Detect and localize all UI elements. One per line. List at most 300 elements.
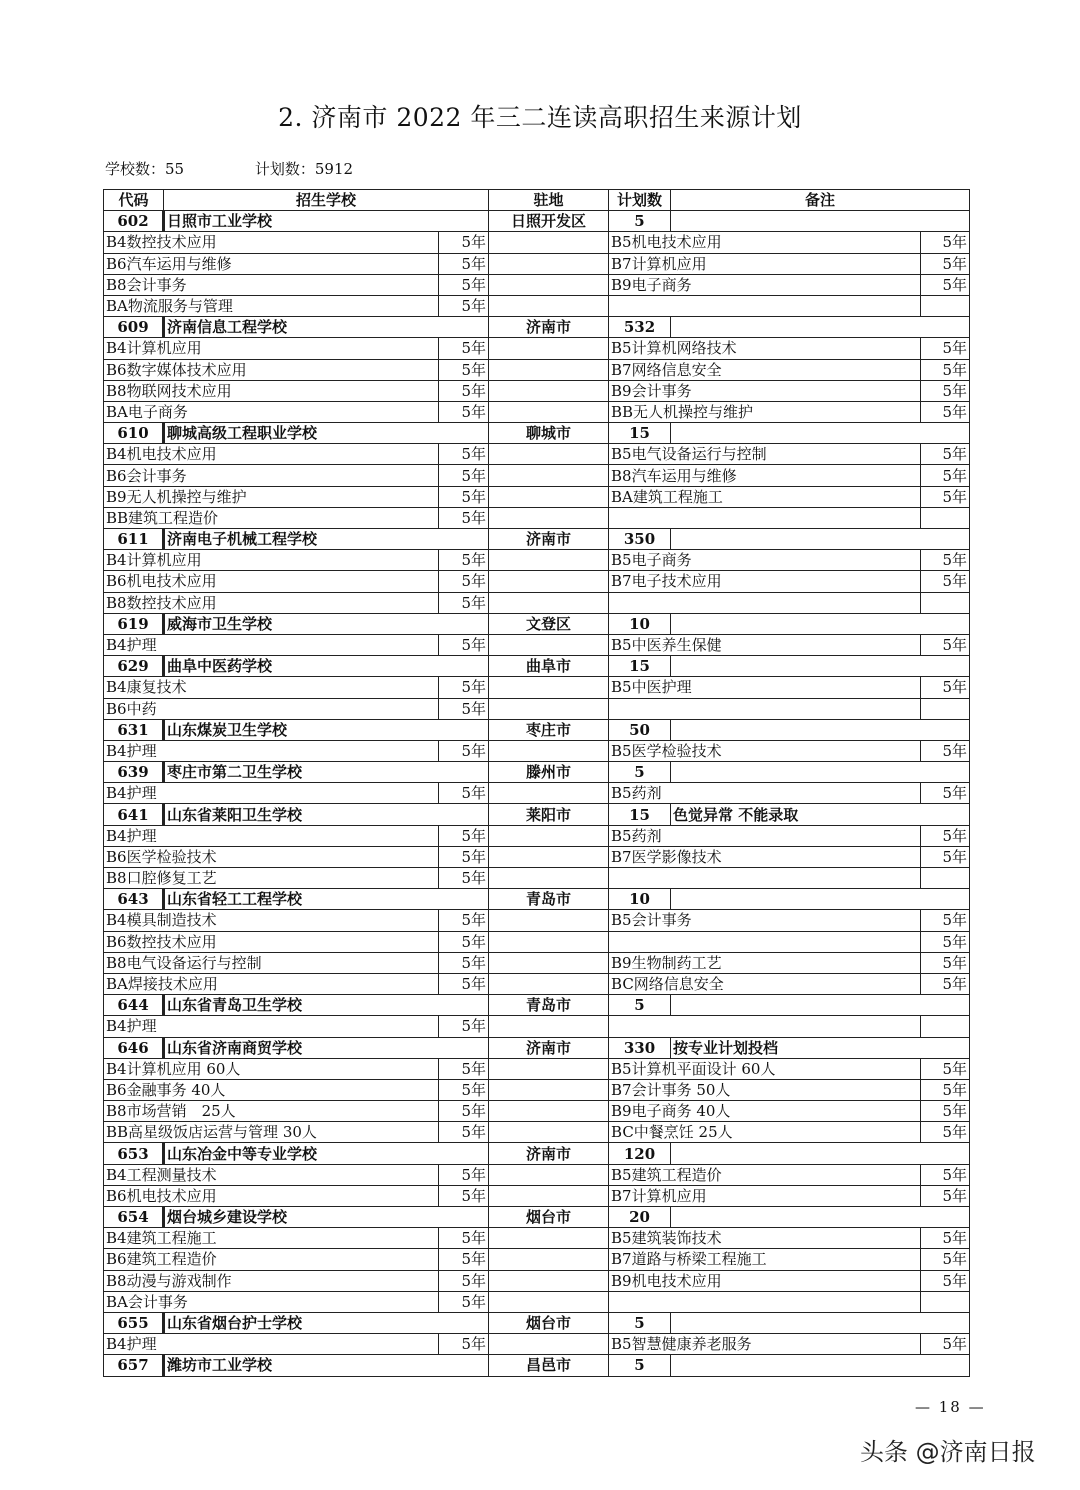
location-empty xyxy=(489,295,609,316)
school-location: 枣庄市 xyxy=(489,719,609,740)
major-duration: 5年 xyxy=(439,274,489,295)
school-code: 619 xyxy=(104,613,164,634)
location-empty xyxy=(489,507,609,528)
school-code: 639 xyxy=(104,762,164,783)
major-name: B6医学检验技术 xyxy=(104,846,439,867)
major-duration: 5年 xyxy=(439,1291,489,1312)
school-location: 莱阳市 xyxy=(489,804,609,825)
location-empty xyxy=(489,825,609,846)
watermark: 头条 @济南日报 xyxy=(860,1438,1036,1466)
major-name: B6数字媒体技术应用 xyxy=(104,359,439,380)
major-name: B6数控技术应用 xyxy=(104,931,439,952)
major-duration: 5年 xyxy=(439,571,489,592)
location-empty xyxy=(489,973,609,994)
major-row xyxy=(104,931,970,952)
major-name: B5会计事务 xyxy=(609,910,921,931)
major-row xyxy=(104,952,970,973)
major-name: B5计算机网络技术 xyxy=(609,338,921,359)
major-duration: 5年 xyxy=(921,634,970,655)
school-row xyxy=(104,1037,970,1058)
major-name: B9会计事务 xyxy=(609,380,921,401)
major-duration: 5年 xyxy=(439,1249,489,1270)
major-name: B8会计事务 xyxy=(104,274,439,295)
major-row xyxy=(104,846,970,867)
summary-line xyxy=(105,158,353,179)
major-duration: 5年 xyxy=(439,507,489,528)
school-plan-count: 330 xyxy=(609,1037,671,1058)
school-plan-count: 15 xyxy=(609,423,671,444)
major-duration xyxy=(921,592,970,613)
location-empty xyxy=(489,952,609,973)
major-duration: 5年 xyxy=(439,359,489,380)
major-name: B4计算机应用 60人 xyxy=(104,1058,439,1079)
major-duration: 5年 xyxy=(921,1101,970,1122)
school-name: 日照市工业学校 xyxy=(164,211,489,232)
school-row xyxy=(104,719,970,740)
major-duration: 5年 xyxy=(439,465,489,486)
major-duration: 5年 xyxy=(921,846,970,867)
major-duration: 5年 xyxy=(921,1249,970,1270)
location-empty xyxy=(489,359,609,380)
major-row xyxy=(104,571,970,592)
major-name: B9电子商务 40人 xyxy=(609,1101,921,1122)
major-name xyxy=(609,592,921,613)
school-row xyxy=(104,889,970,910)
school-note xyxy=(671,423,970,444)
major-name: B5智慧健康养老服务 xyxy=(609,1334,921,1355)
major-duration: 5年 xyxy=(439,486,489,507)
major-row xyxy=(104,253,970,274)
major-name: B4护理 xyxy=(104,1016,439,1037)
major-duration xyxy=(921,295,970,316)
school-note: 按专业计划投档 xyxy=(671,1037,970,1058)
location-empty xyxy=(489,846,609,867)
major-name: B8口腔修复工艺 xyxy=(104,868,439,889)
major-row xyxy=(104,634,970,655)
major-name xyxy=(609,1016,921,1037)
school-location: 青岛市 xyxy=(489,995,609,1016)
school-plan-count: 10 xyxy=(609,613,671,634)
major-duration: 5年 xyxy=(921,910,970,931)
school-location: 滕州市 xyxy=(489,762,609,783)
major-duration: 5年 xyxy=(921,232,970,253)
major-duration: 5年 xyxy=(921,550,970,571)
school-code: 631 xyxy=(104,719,164,740)
major-duration: 5年 xyxy=(439,338,489,359)
major-duration xyxy=(921,507,970,528)
major-row xyxy=(104,401,970,422)
major-row xyxy=(104,1164,970,1185)
major-duration: 5年 xyxy=(921,338,970,359)
school-row xyxy=(104,804,970,825)
major-duration: 5年 xyxy=(439,1122,489,1143)
major-duration: 5年 xyxy=(439,825,489,846)
major-name: B9电子商务 xyxy=(609,274,921,295)
major-name: B7计算机应用 xyxy=(609,253,921,274)
enrollment-plan-table xyxy=(103,189,970,1377)
major-duration: 5年 xyxy=(439,1016,489,1037)
major-duration: 5年 xyxy=(439,740,489,761)
school-code: 643 xyxy=(104,889,164,910)
major-row xyxy=(104,1122,970,1143)
location-empty xyxy=(489,486,609,507)
location-empty xyxy=(489,274,609,295)
school-row xyxy=(104,211,970,232)
school-row xyxy=(104,423,970,444)
school-count: 学校数：55 xyxy=(105,160,185,178)
school-location: 日照开发区 xyxy=(489,211,609,232)
major-name: B8汽车运用与维修 xyxy=(609,465,921,486)
major-duration: 5年 xyxy=(921,486,970,507)
major-duration: 5年 xyxy=(921,465,970,486)
location-empty xyxy=(489,1079,609,1100)
major-row xyxy=(104,232,970,253)
major-row xyxy=(104,486,970,507)
school-row xyxy=(104,1207,970,1228)
major-name: B6会计事务 xyxy=(104,465,439,486)
major-name: BA焊接技术应用 xyxy=(104,973,439,994)
major-row xyxy=(104,274,970,295)
major-row xyxy=(104,740,970,761)
major-duration: 5年 xyxy=(921,274,970,295)
major-row xyxy=(104,1016,970,1037)
location-empty xyxy=(489,444,609,465)
school-row xyxy=(104,613,970,634)
major-row xyxy=(104,359,970,380)
major-duration: 5年 xyxy=(439,1334,489,1355)
school-note xyxy=(671,889,970,910)
major-row xyxy=(104,1058,970,1079)
major-name: BB无人机操控与维护 xyxy=(609,401,921,422)
school-plan-count: 10 xyxy=(609,889,671,910)
school-code: 657 xyxy=(104,1355,164,1376)
school-name: 山东省烟台护士学校 xyxy=(164,1312,489,1333)
major-duration: 5年 xyxy=(921,1270,970,1291)
major-name: B6建筑工程造价 xyxy=(104,1249,439,1270)
school-note: 色觉异常 不能录取 xyxy=(671,804,970,825)
major-name xyxy=(609,1291,921,1312)
major-name: B6金融事务 40人 xyxy=(104,1079,439,1100)
major-name xyxy=(609,931,921,952)
major-duration: 5年 xyxy=(921,380,970,401)
location-empty xyxy=(489,740,609,761)
major-name: B5建筑装饰技术 xyxy=(609,1228,921,1249)
school-name: 烟台城乡建设学校 xyxy=(164,1207,489,1228)
school-name: 济南信息工程学校 xyxy=(164,317,489,338)
major-name: B4建筑工程施工 xyxy=(104,1228,439,1249)
major-name: B4模具制造技术 xyxy=(104,910,439,931)
major-duration: 5年 xyxy=(439,634,489,655)
header-school: 招生学校 xyxy=(164,190,489,211)
location-empty xyxy=(489,401,609,422)
major-duration: 5年 xyxy=(439,698,489,719)
location-empty xyxy=(489,783,609,804)
location-empty xyxy=(489,698,609,719)
school-code: 655 xyxy=(104,1312,164,1333)
school-note xyxy=(671,613,970,634)
location-empty xyxy=(489,1101,609,1122)
major-name: B8市场营销 25人 xyxy=(104,1101,439,1122)
major-duration: 5年 xyxy=(439,952,489,973)
major-name: B4数控技术应用 xyxy=(104,232,439,253)
major-duration: 5年 xyxy=(921,825,970,846)
school-note xyxy=(671,656,970,677)
major-duration: 5年 xyxy=(439,1270,489,1291)
major-duration: 5年 xyxy=(439,910,489,931)
major-name xyxy=(609,295,921,316)
school-code: 653 xyxy=(104,1143,164,1164)
major-name: BA建筑工程施工 xyxy=(609,486,921,507)
major-duration xyxy=(921,868,970,889)
school-row xyxy=(104,762,970,783)
school-code: 611 xyxy=(104,529,164,550)
major-name: B5建筑工程造价 xyxy=(609,1164,921,1185)
major-name: B4护理 xyxy=(104,783,439,804)
location-empty xyxy=(489,677,609,698)
major-duration: 5年 xyxy=(439,1058,489,1079)
major-row xyxy=(104,1249,970,1270)
location-empty xyxy=(489,1122,609,1143)
major-duration: 5年 xyxy=(921,740,970,761)
school-plan-count: 120 xyxy=(609,1143,671,1164)
school-note xyxy=(671,1355,970,1376)
school-code: 644 xyxy=(104,995,164,1016)
major-duration: 5年 xyxy=(921,1334,970,1355)
header-count: 计划数 xyxy=(609,190,671,211)
major-row xyxy=(104,380,970,401)
major-name: B4计算机应用 xyxy=(104,338,439,359)
major-name: B4护理 xyxy=(104,825,439,846)
major-name xyxy=(609,868,921,889)
page-number: — 18 — xyxy=(915,1398,986,1416)
major-name: BA电子商务 xyxy=(104,401,439,422)
school-note xyxy=(671,719,970,740)
location-empty xyxy=(489,634,609,655)
school-code: 646 xyxy=(104,1037,164,1058)
location-empty xyxy=(489,1164,609,1185)
major-duration: 5年 xyxy=(921,1164,970,1185)
location-empty xyxy=(489,338,609,359)
school-code: 609 xyxy=(104,317,164,338)
location-empty xyxy=(489,868,609,889)
school-note xyxy=(671,529,970,550)
major-name: B8电气设备运行与控制 xyxy=(104,952,439,973)
major-duration: 5年 xyxy=(439,1079,489,1100)
major-duration: 5年 xyxy=(921,253,970,274)
location-empty xyxy=(489,1228,609,1249)
major-duration: 5年 xyxy=(921,677,970,698)
school-location: 济南市 xyxy=(489,317,609,338)
major-duration: 5年 xyxy=(921,952,970,973)
location-empty xyxy=(489,571,609,592)
school-code: 602 xyxy=(104,211,164,232)
school-location: 烟台市 xyxy=(489,1207,609,1228)
school-name: 山东省轻工工程学校 xyxy=(164,889,489,910)
school-plan-count: 5 xyxy=(609,762,671,783)
major-name: B8物联网技术应用 xyxy=(104,380,439,401)
school-location: 济南市 xyxy=(489,529,609,550)
school-name: 济南电子机械工程学校 xyxy=(164,529,489,550)
major-row xyxy=(104,507,970,528)
major-name: B4护理 xyxy=(104,1334,439,1355)
major-duration: 5年 xyxy=(439,868,489,889)
school-plan-count: 532 xyxy=(609,317,671,338)
school-location: 济南市 xyxy=(489,1037,609,1058)
school-plan-count: 50 xyxy=(609,719,671,740)
major-duration: 5年 xyxy=(439,783,489,804)
major-duration: 5年 xyxy=(439,592,489,613)
major-row xyxy=(104,910,970,931)
major-name: B4护理 xyxy=(104,634,439,655)
school-code: 641 xyxy=(104,804,164,825)
location-empty xyxy=(489,1185,609,1206)
school-name: 山东煤炭卫生学校 xyxy=(164,719,489,740)
major-name: B5电气设备运行与控制 xyxy=(609,444,921,465)
major-row xyxy=(104,1101,970,1122)
major-name: BB高星级饭店运营与管理 30人 xyxy=(104,1122,439,1143)
major-name: BA物流服务与管理 xyxy=(104,295,439,316)
school-code: 610 xyxy=(104,423,164,444)
major-duration: 5年 xyxy=(921,359,970,380)
major-name: B5中医养生保健 xyxy=(609,634,921,655)
major-row xyxy=(104,1291,970,1312)
major-duration: 5年 xyxy=(439,677,489,698)
major-row xyxy=(104,973,970,994)
major-duration: 5年 xyxy=(921,783,970,804)
major-name: B5机电技术应用 xyxy=(609,232,921,253)
school-row xyxy=(104,1355,970,1376)
major-duration xyxy=(921,1016,970,1037)
school-row xyxy=(104,1312,970,1333)
major-row xyxy=(104,1185,970,1206)
school-note xyxy=(671,211,970,232)
school-code: 654 xyxy=(104,1207,164,1228)
major-row xyxy=(104,1228,970,1249)
school-note xyxy=(671,1207,970,1228)
location-empty xyxy=(489,1058,609,1079)
major-name: B9生物制药工艺 xyxy=(609,952,921,973)
major-duration: 5年 xyxy=(439,1228,489,1249)
school-name: 山东省莱阳卫生学校 xyxy=(164,804,489,825)
school-plan-count: 5 xyxy=(609,1355,671,1376)
location-empty xyxy=(489,1291,609,1312)
school-note xyxy=(671,1312,970,1333)
school-name: 山东省青岛卫生学校 xyxy=(164,995,489,1016)
school-note xyxy=(671,995,970,1016)
major-name xyxy=(609,507,921,528)
major-name: BC中餐烹饪 25人 xyxy=(609,1122,921,1143)
school-plan-count: 5 xyxy=(609,211,671,232)
major-duration xyxy=(921,1291,970,1312)
header-location: 驻地 xyxy=(489,190,609,211)
major-name: B6汽车运用与维修 xyxy=(104,253,439,274)
major-name: B9机电技术应用 xyxy=(609,1270,921,1291)
major-row xyxy=(104,338,970,359)
school-plan-count: 15 xyxy=(609,804,671,825)
major-duration: 5年 xyxy=(439,380,489,401)
major-duration: 5年 xyxy=(921,1058,970,1079)
school-location: 济南市 xyxy=(489,1143,609,1164)
school-row xyxy=(104,656,970,677)
major-duration: 5年 xyxy=(439,550,489,571)
major-name: B5医学检验技术 xyxy=(609,740,921,761)
major-duration: 5年 xyxy=(439,1185,489,1206)
school-name: 山东冶金中等专业学校 xyxy=(164,1143,489,1164)
major-row xyxy=(104,465,970,486)
major-name: B7医学影像技术 xyxy=(609,846,921,867)
table-header-row xyxy=(104,190,970,211)
major-duration: 5年 xyxy=(439,232,489,253)
school-name: 曲阜中医药学校 xyxy=(164,656,489,677)
location-empty xyxy=(489,465,609,486)
major-name: B7计算机应用 xyxy=(609,1185,921,1206)
major-duration: 5年 xyxy=(921,401,970,422)
location-empty xyxy=(489,592,609,613)
major-row xyxy=(104,444,970,465)
major-name: B4机电技术应用 xyxy=(104,444,439,465)
major-duration: 5年 xyxy=(921,1122,970,1143)
location-empty xyxy=(489,931,609,952)
major-duration: 5年 xyxy=(439,1101,489,1122)
major-name: B6机电技术应用 xyxy=(104,1185,439,1206)
major-duration xyxy=(921,698,970,719)
school-code: 629 xyxy=(104,656,164,677)
location-empty xyxy=(489,1334,609,1355)
major-name: B5中医护理 xyxy=(609,677,921,698)
school-location: 曲阜市 xyxy=(489,656,609,677)
major-row xyxy=(104,783,970,804)
major-name: B7网络信息安全 xyxy=(609,359,921,380)
school-plan-count: 5 xyxy=(609,1312,671,1333)
major-name: B8动漫与游戏制作 xyxy=(104,1270,439,1291)
major-row xyxy=(104,1079,970,1100)
major-name: B5电子商务 xyxy=(609,550,921,571)
major-row xyxy=(104,677,970,698)
location-empty xyxy=(489,1249,609,1270)
major-duration: 5年 xyxy=(439,295,489,316)
major-duration: 5年 xyxy=(921,1185,970,1206)
school-note xyxy=(671,1143,970,1164)
school-row xyxy=(104,995,970,1016)
major-duration: 5年 xyxy=(439,931,489,952)
major-name: B8数控技术应用 xyxy=(104,592,439,613)
location-empty xyxy=(489,1016,609,1037)
major-name: B4计算机应用 xyxy=(104,550,439,571)
major-duration: 5年 xyxy=(439,846,489,867)
major-name: B4护理 xyxy=(104,740,439,761)
major-row xyxy=(104,1270,970,1291)
major-row xyxy=(104,825,970,846)
location-empty xyxy=(489,910,609,931)
school-row xyxy=(104,1143,970,1164)
major-name: B4工程测量技术 xyxy=(104,1164,439,1185)
major-duration: 5年 xyxy=(921,931,970,952)
major-name: B6中药 xyxy=(104,698,439,719)
school-note xyxy=(671,317,970,338)
major-row xyxy=(104,698,970,719)
location-empty xyxy=(489,232,609,253)
school-plan-count: 15 xyxy=(609,656,671,677)
location-empty xyxy=(489,550,609,571)
school-location: 聊城市 xyxy=(489,423,609,444)
school-name: 聊城高级工程职业学校 xyxy=(164,423,489,444)
major-name: B5药剂 xyxy=(609,825,921,846)
major-duration: 5年 xyxy=(921,571,970,592)
header-code: 代码 xyxy=(104,190,164,211)
major-duration: 5年 xyxy=(439,1164,489,1185)
major-duration: 5年 xyxy=(921,444,970,465)
school-name: 山东省济南商贸学校 xyxy=(164,1037,489,1058)
